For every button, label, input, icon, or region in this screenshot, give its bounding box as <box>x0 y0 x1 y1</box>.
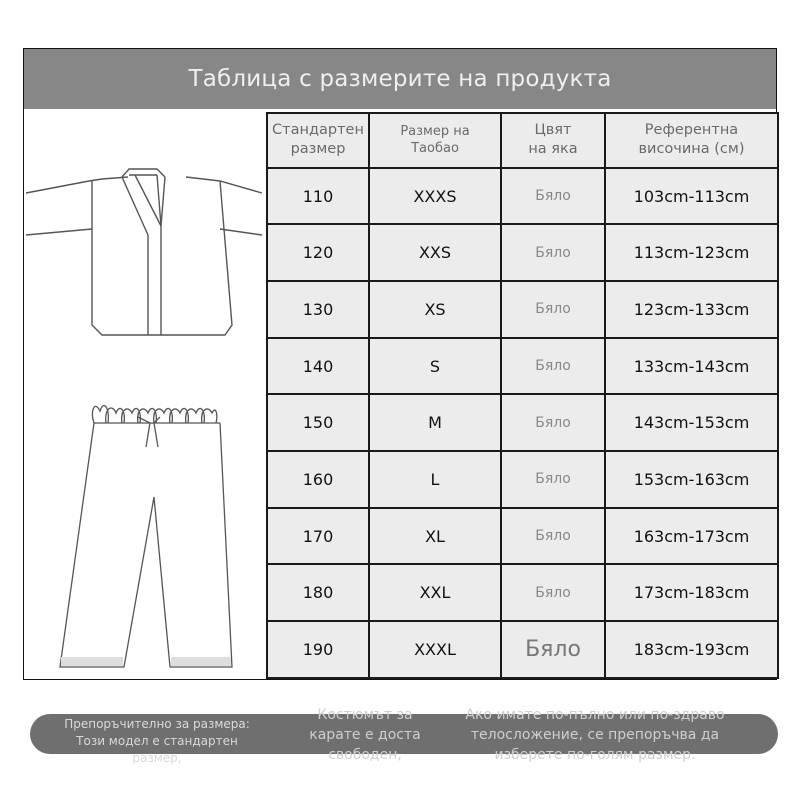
collar-color-cell: Бяло <box>501 168 605 225</box>
standard-size-cell: 130 <box>267 281 369 338</box>
taobao-size-cell: M <box>369 394 501 451</box>
table-row <box>267 168 778 225</box>
taobao-size-cell: XXS <box>369 224 501 281</box>
standard-size-cell: 170 <box>267 508 369 565</box>
karate-pants-icon <box>24 109 266 679</box>
table-row <box>267 564 778 621</box>
taobao-size-cell: XL <box>369 508 501 565</box>
standard-size-cell: 110 <box>267 168 369 225</box>
page-title: Таблица с размерите на продукта <box>188 66 612 92</box>
collar-color-cell: Бяло <box>501 564 605 621</box>
taobao-size-cell: XXL <box>369 564 501 621</box>
height-cell: 143cm-153cm <box>605 394 778 451</box>
size-chart-frame <box>23 48 777 680</box>
taobao-size-cell: L <box>369 451 501 508</box>
taobao-size-cell: S <box>369 338 501 395</box>
header-reference-height: Референтна височина (см) <box>605 113 778 168</box>
height-cell: 173cm-183cm <box>605 564 778 621</box>
taobao-size-cell: XXXL <box>369 621 501 678</box>
title-band <box>24 49 776 109</box>
table-row <box>267 621 778 678</box>
size-table <box>266 112 779 679</box>
collar-color-cell: Бяло <box>501 338 605 395</box>
height-cell: 153cm-163cm <box>605 451 778 508</box>
header-standard-size: Стандартен размер <box>267 113 369 168</box>
standard-size-cell: 120 <box>267 224 369 281</box>
collar-color-cell: Бяло <box>501 621 605 678</box>
footer-note-loose-fit: Костюмът за карате е доста свободен, <box>309 707 421 763</box>
header-taobao-size: Размер на Таобао <box>369 113 501 168</box>
table-row <box>267 394 778 451</box>
footer-note-size-recommendation: Препоръчително за размера: Този модел е стандартен размер, <box>64 717 250 765</box>
illustration-panel <box>24 109 266 679</box>
table-row <box>267 338 778 395</box>
collar-color-cell: Бяло <box>501 224 605 281</box>
footer-note-choose-larger: Ако имате по-пълно или по-здраво телосложение, се препоръчва да изберете по-голям размер. <box>465 707 725 763</box>
collar-color-cell: Бяло <box>501 508 605 565</box>
standard-size-cell: 190 <box>267 621 369 678</box>
standard-size-cell: 140 <box>267 338 369 395</box>
table-header-row <box>267 113 778 168</box>
height-cell: 163cm-173cm <box>605 508 778 565</box>
height-cell: 123cm-133cm <box>605 281 778 338</box>
taobao-size-cell: XXXS <box>369 168 501 225</box>
standard-size-cell: 160 <box>267 451 369 508</box>
standard-size-cell: 180 <box>267 564 369 621</box>
height-cell: 133cm-143cm <box>605 338 778 395</box>
table-row <box>267 281 778 338</box>
height-cell: 103cm-113cm <box>605 168 778 225</box>
table-row <box>267 451 778 508</box>
taobao-size-cell: XS <box>369 281 501 338</box>
collar-color-cell: Бяло <box>501 394 605 451</box>
table-row <box>267 508 778 565</box>
standard-size-cell: 150 <box>267 394 369 451</box>
height-cell: 113cm-123cm <box>605 224 778 281</box>
collar-color-cell: Бяло <box>501 451 605 508</box>
header-collar-color: Цвят на яка <box>501 113 605 168</box>
collar-color-cell: Бяло <box>501 281 605 338</box>
height-cell: 183cm-193cm <box>605 621 778 678</box>
table-row <box>267 224 778 281</box>
